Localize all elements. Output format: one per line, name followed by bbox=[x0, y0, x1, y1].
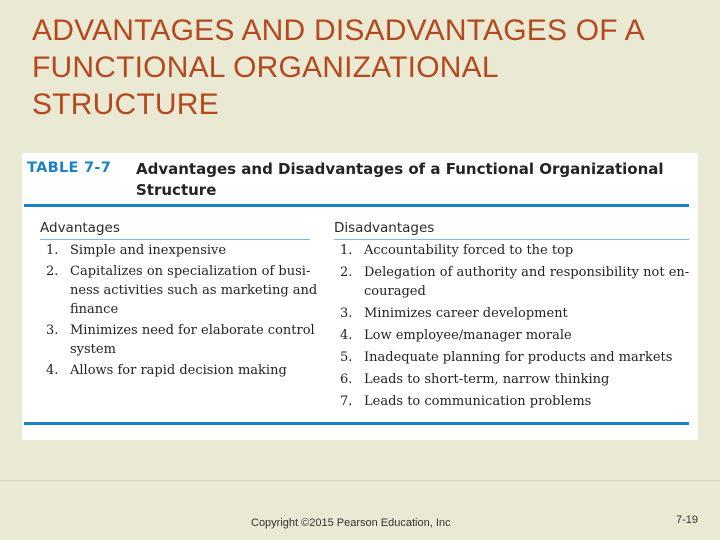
item-text: system bbox=[70, 342, 116, 357]
slide-title-line: FUNCTIONAL ORGANIZATIONAL bbox=[32, 51, 499, 84]
item-text: couraged bbox=[364, 284, 426, 299]
slide-title bbox=[32, 12, 712, 123]
item-text: ness activities such as marketing and bbox=[70, 283, 318, 298]
item-text: Low employee/manager morale bbox=[364, 328, 572, 343]
item-number: 2. bbox=[340, 265, 353, 280]
table-bottom-rule bbox=[24, 422, 689, 425]
list-item bbox=[334, 392, 684, 411]
item-text: Capitalizes on specialization of busi- bbox=[70, 264, 311, 279]
item-text: Allows for rapid decision making bbox=[70, 363, 287, 378]
advantages-list bbox=[40, 241, 318, 380]
slide-title-line: STRUCTURE bbox=[32, 88, 219, 121]
page-number: 7-19 bbox=[676, 514, 699, 526]
item-text: Inadequate planning for products and markets bbox=[364, 350, 673, 365]
item-text: Minimizes need for elaborate control bbox=[70, 323, 315, 338]
list-item bbox=[40, 361, 310, 380]
table-caption bbox=[136, 159, 691, 201]
item-text: Delegation of authority and responsibility not en- bbox=[364, 265, 690, 280]
list-item bbox=[334, 326, 684, 345]
item-number: 4. bbox=[46, 363, 59, 378]
list-item bbox=[334, 370, 684, 389]
item-number: 1. bbox=[340, 243, 353, 258]
list-item bbox=[334, 304, 684, 323]
list-item bbox=[334, 241, 684, 260]
copyright-text: Copyright ©2015 Pearson Education, Inc bbox=[251, 517, 451, 529]
item-number: 3. bbox=[46, 323, 59, 338]
table-figure bbox=[22, 153, 698, 440]
table-header bbox=[22, 153, 698, 207]
table-caption-line: Advantages and Disadvantages of a Functional Organizational bbox=[136, 160, 664, 178]
item-number: 3. bbox=[340, 306, 353, 321]
list-item bbox=[40, 241, 310, 260]
item-text: Leads to communication problems bbox=[364, 394, 592, 409]
item-text: Simple and inexpensive bbox=[70, 243, 227, 258]
list-item bbox=[40, 262, 318, 319]
item-text: finance bbox=[70, 302, 119, 317]
item-text: Minimizes career development bbox=[364, 306, 568, 321]
disadvantages-heading: Disadvantages bbox=[334, 220, 435, 236]
item-number: 4. bbox=[340, 328, 353, 343]
list-item bbox=[334, 263, 690, 301]
disadvantages-list bbox=[334, 241, 690, 411]
advantages-heading-rule bbox=[40, 239, 310, 240]
footer-divider bbox=[0, 480, 720, 481]
table-top-rule bbox=[24, 204, 689, 207]
item-number: 5. bbox=[340, 350, 353, 365]
advantages-heading: Advantages bbox=[40, 220, 120, 236]
item-number: 7. bbox=[340, 394, 353, 409]
list-item bbox=[40, 321, 315, 359]
item-number: 1. bbox=[46, 243, 59, 258]
item-text: Leads to short-term, narrow thinking bbox=[364, 372, 610, 387]
table-label: TABLE 7-7 bbox=[27, 160, 112, 176]
list-item bbox=[334, 348, 684, 367]
disadvantages-column bbox=[334, 217, 690, 414]
advantages-column bbox=[40, 217, 318, 382]
slide-title-line: ADVANTAGES AND DISADVANTAGES OF A bbox=[32, 14, 645, 47]
item-number: 6. bbox=[340, 372, 353, 387]
table-caption-line: Structure bbox=[136, 181, 217, 199]
disadvantages-heading-rule bbox=[334, 239, 689, 240]
item-text: Accountability forced to the top bbox=[364, 243, 574, 258]
item-number: 2. bbox=[46, 264, 59, 279]
